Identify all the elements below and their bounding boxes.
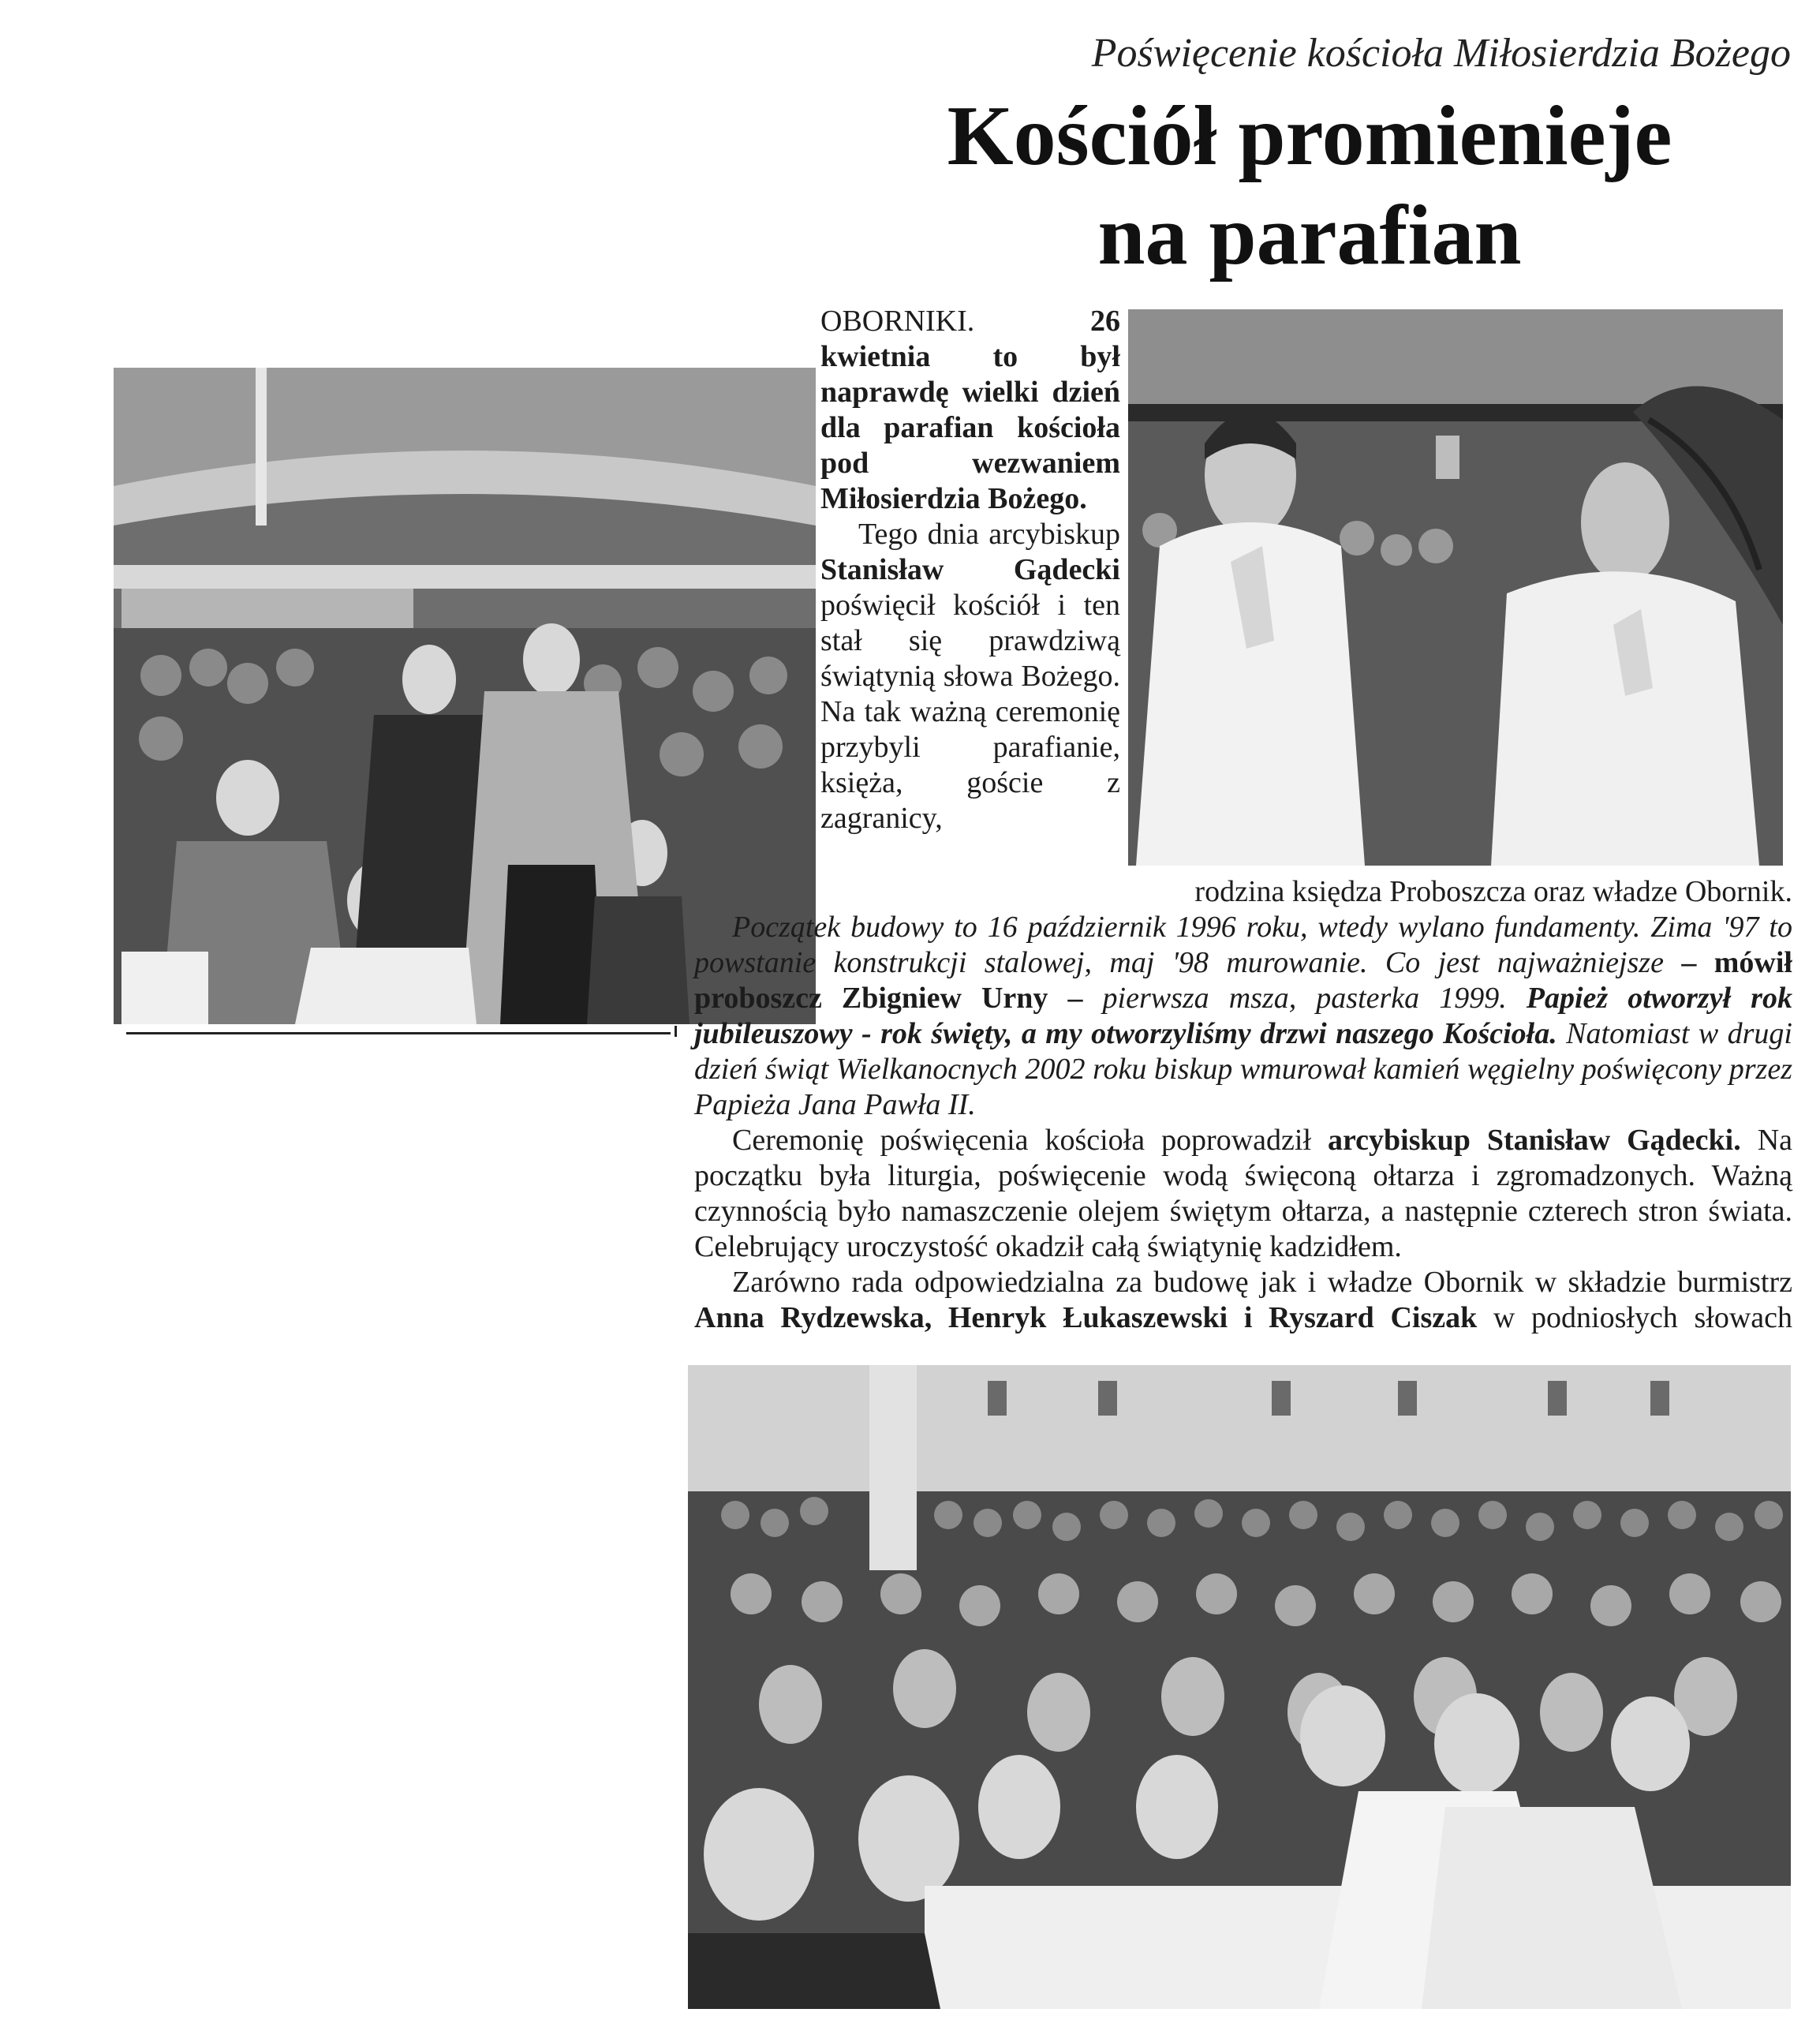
- lead-text-end: Miłosierdzia Bożego.: [820, 482, 1087, 515]
- para3-a: Początek budowy to 16 październik 1996 roku, wtedy wylano fundamenty. Zima '97 to powstanie konstrukcji stalowej, maj '98 murowanie. Co jest najważniejsze: [694, 911, 1792, 979]
- intro-paragraph-2: [820, 517, 1120, 836]
- para5-b: Anna Rydzewska, Henryk Łukaszewski i Ryszard Ciszak: [694, 1301, 1478, 1334]
- photo-two-priests: [1128, 309, 1783, 866]
- para4-c: Na początku była liturgia, poświęcenie wodą święconą ołtarza i zgromadzonych. Ważną czynnością było namaszczenie olejem świętym ołtarza, a następnie czterech stron świata. Celebrujący uroczystość okadził całą świątynię kadzidłem.: [694, 1124, 1793, 1263]
- para3-d: Papież otworzył rok jubileuszowy - rok święty, a my otworzyliśmy drzwi naszego Kościoła.: [694, 982, 1792, 1050]
- para5-a: Zarówno rada odpowiedzialna za budowę jak i władze Obornik w składzie burmistrz: [732, 1266, 1792, 1299]
- article-headline: [836, 87, 1783, 286]
- para2-name: Stanisław Gądecki: [820, 553, 1120, 586]
- paragraph-officials: [694, 1265, 1792, 1336]
- headline-line-2: na parafian: [1097, 189, 1522, 282]
- para3-c: pierwsza msza, pasterka 1999.: [1082, 982, 1527, 1015]
- dateline: OBORNIKI.: [820, 305, 975, 338]
- para3-b: – mówił proboszcz Zbigniew Urny –: [694, 946, 1792, 1015]
- para3-e: Natomiast w drugi dzień świąt Wielkanocnych 2002 roku biskup wmurował kamień węgielny poświęcony przez Papieża Jana Pawła II.: [694, 1017, 1792, 1121]
- body-wide: [694, 874, 1792, 1336]
- para4-b: arcybiskup Stanisław Gądecki.: [1327, 1124, 1741, 1157]
- photo-rule: [126, 1032, 671, 1034]
- intro-column: [820, 304, 1120, 836]
- photo-crowd-mass: [688, 1365, 1791, 2009]
- paragraph-construction: [694, 910, 1792, 1123]
- paragraph-ceremony: [694, 1123, 1792, 1265]
- para5-c: w podniosłych słowach: [1477, 1301, 1792, 1334]
- article-kicker: Poświęcenie kościoła Miłosierdzia Bożego: [1091, 31, 1791, 76]
- lead-text: 26 kwietnia to był naprawdę wielki dzień dla parafian kościoła pod wezwaniem: [820, 305, 1120, 480]
- para4-a: Ceremonię poświęcenia kościoła poprowadził: [732, 1124, 1328, 1157]
- para2-text-cont: poświęcił kościół i ten stał się prawdziwą świątynią słowa Bożego. Na tak ważną ceremonię przybyli parafianie, księża, goście z zagranicy,: [820, 589, 1120, 835]
- para2-end: rodzina księdza Proboszcza oraz władze Obornik.: [1194, 875, 1792, 908]
- intro-paragraph: [820, 304, 1120, 517]
- para2-text: Tego dnia arcybiskup: [858, 518, 1120, 551]
- photo-rule-tick: [675, 1026, 677, 1037]
- headline-line-1: Kościół promienieje: [947, 89, 1672, 183]
